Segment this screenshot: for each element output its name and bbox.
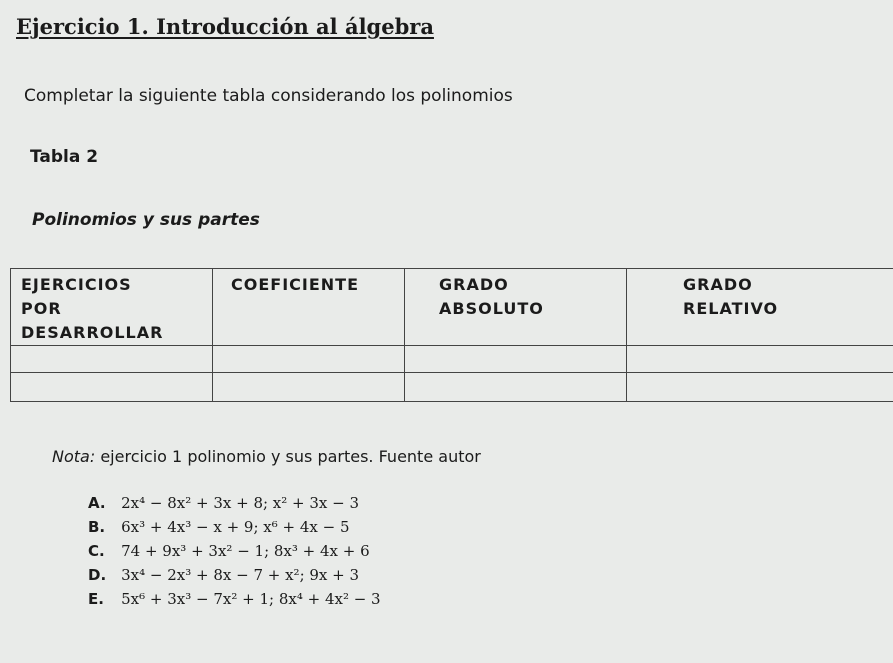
header-line: DESARROLLAR [21, 323, 164, 342]
table-cell[interactable] [11, 373, 213, 402]
table-row [11, 346, 893, 373]
exercise-expression: 6x³ + 4x³ − x + 9; x⁶ + 4x − 5 [121, 518, 350, 536]
list-item [88, 563, 381, 587]
exercise-letter: E. [88, 590, 104, 608]
list-item [88, 587, 381, 611]
table-subtitle: Polinomios y sus partes [32, 210, 260, 230]
instruction-text: Completar la siguiente tabla considerando los polinomios [24, 86, 513, 106]
exercise-letter: A. [88, 494, 106, 512]
exercise-letter: C. [88, 542, 105, 560]
header-grado-absoluto [405, 269, 627, 346]
header-line: COEFICIENTE [231, 275, 360, 294]
table-cell[interactable] [405, 373, 627, 402]
exercise-list [88, 491, 381, 611]
exercise-expression: 3x⁴ − 2x³ + 8x − 7 + x²; 9x + 3 [121, 566, 360, 584]
header-grado-relativo [627, 269, 893, 346]
header-ejercicios [11, 269, 213, 346]
table-cell[interactable] [11, 346, 213, 373]
table-label: Tabla 2 [30, 147, 99, 167]
header-line: EJERCICIOS [21, 275, 132, 294]
polynomial-parts-table [10, 268, 893, 402]
list-item [88, 491, 381, 515]
table-cell[interactable] [627, 346, 893, 373]
exercise-expression: 5x⁶ + 3x³ − 7x² + 1; 8x⁴ + 4x² − 3 [121, 590, 381, 608]
table-row [11, 373, 893, 402]
exercise-expression: 2x⁴ − 8x² + 3x + 8; x² + 3x − 3 [121, 494, 360, 512]
table-cell[interactable] [405, 346, 627, 373]
list-item [88, 515, 381, 539]
table-cell[interactable] [627, 373, 893, 402]
header-coeficiente [213, 269, 405, 346]
page-title: Ejercicio 1. Introducción al álgebra [16, 14, 434, 39]
note-label: Nota: [52, 447, 96, 466]
table-cell[interactable] [213, 373, 405, 402]
exercise-expression: 74 + 9x³ + 3x² − 1; 8x³ + 4x + 6 [121, 542, 370, 560]
header-line: POR [21, 299, 62, 318]
table-cell[interactable] [213, 346, 405, 373]
header-line: GRADO [683, 275, 753, 294]
table-note [52, 447, 481, 466]
list-item [88, 539, 381, 563]
exercise-letter: D. [88, 566, 107, 584]
header-line: ABSOLUTO [439, 299, 544, 318]
exercise-letter: B. [88, 518, 106, 536]
table-header-row [11, 269, 893, 346]
header-line: GRADO [439, 275, 509, 294]
note-text: ejercicio 1 polinomio y sus partes. Fuente autor [100, 447, 481, 466]
header-line: RELATIVO [683, 299, 779, 318]
